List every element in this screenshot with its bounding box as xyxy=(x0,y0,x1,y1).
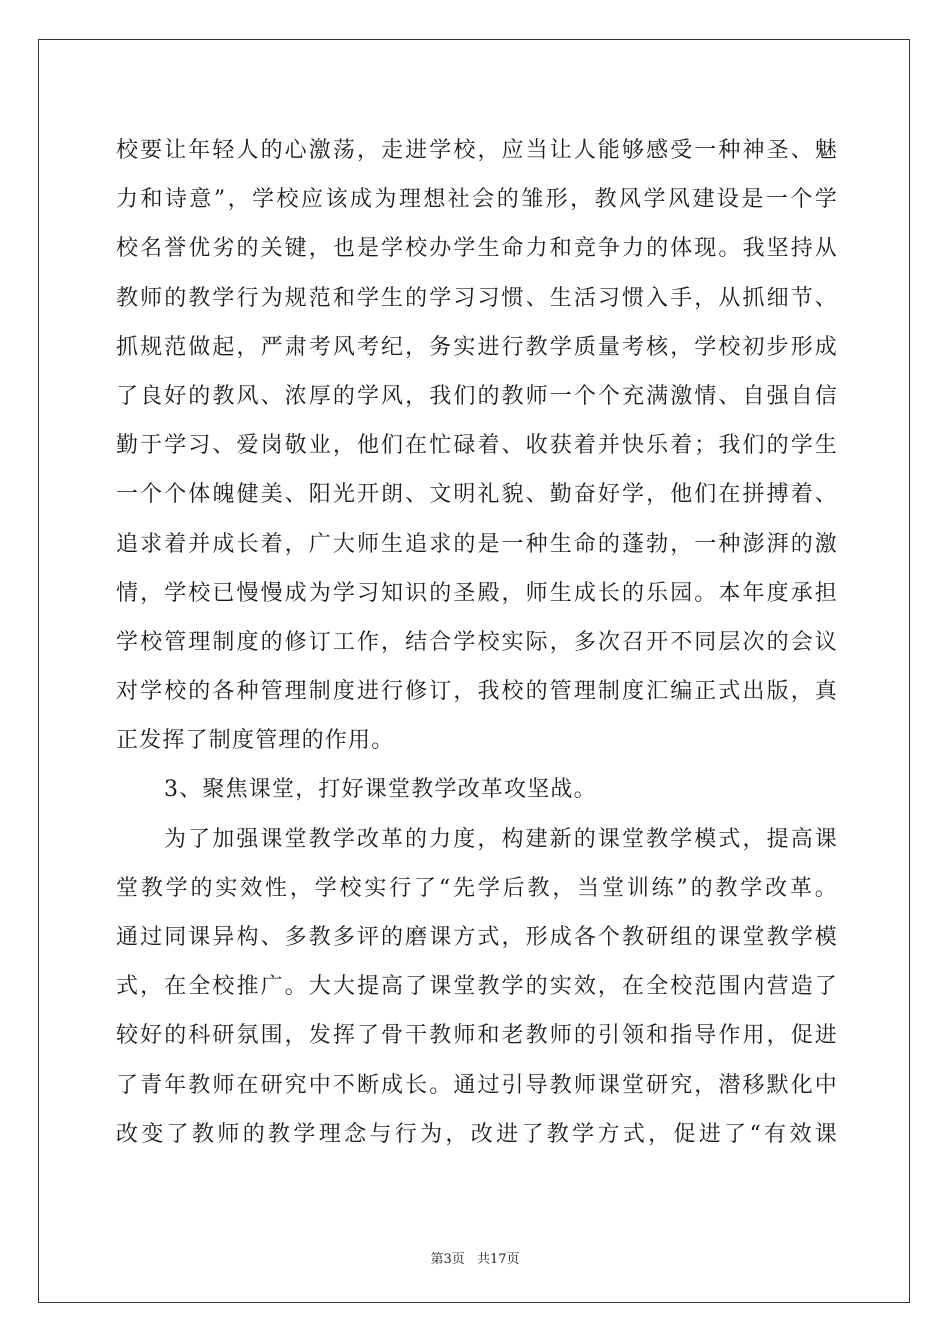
text-line: 抓规范做起，严肃考风考纪，务实进行教学质量考核，学校初步形成 xyxy=(116,334,838,360)
text-line: 教师的教学行为规范和学生的学习习惯、生活习惯入手，从抓细节、 xyxy=(116,285,838,311)
text-line: 一个个体魄健美、阳光开朗、文明礼貌、勤奋好学，他们在拼搏着、 xyxy=(116,482,838,508)
text-line: 较好的科研氛围，发挥了骨干教师和老教师的引领和指导作用，促进 xyxy=(116,1023,838,1049)
text-line: 校名誉优劣的关键，也是学校办学生命力和竞争力的体现。我坚持从 xyxy=(116,236,838,262)
text-line: 勤于学习、爱岗敬业，他们在忙碌着、收获着并快乐着；我们的学生 xyxy=(116,433,838,459)
text-line: 追求着并成长着，广大师生追求的是一种生命的蓬勃，一种澎湃的激 xyxy=(116,531,838,557)
text-line: 式，在全校推广。大大提高了课堂教学的实效，在全校范围内营造了 xyxy=(116,974,838,1000)
text-line: 3、聚焦课堂，打好课堂教学改革攻坚战。 xyxy=(164,777,597,803)
text-line: 为了加强课堂教学改革的力度，构建新的课堂教学模式，提高课 xyxy=(164,826,838,852)
text-line: 了青年教师在研究中不断成长。通过引导教师课堂研究，潜移默化中 xyxy=(116,1072,838,1098)
text-line: 改变了教师的教学理念与行为，改进了教学方式，促进了“有效课 xyxy=(116,1121,838,1147)
text-line: 对学校的各种管理制度进行修订，我校的管理制度汇编正式出版，真 xyxy=(116,679,838,705)
page-number: 第3页 xyxy=(430,1252,465,1267)
document-body xyxy=(116,126,838,1159)
text-line: 正发挥了制度管理的作用。 xyxy=(116,728,395,754)
page-footer xyxy=(0,1248,950,1267)
text-line: 校要让年轻人的心激荡，走进学校，应当让人能够感受一种神圣、魅 xyxy=(116,138,838,163)
text-line: 情，学校已慢慢成为学习知识的圣殿，师生成长的乐园。本年度承担 xyxy=(116,580,838,606)
text-line: 了良好的教风、浓厚的学风，我们的教师一个个充满激情、自强自信 xyxy=(116,383,838,409)
text-line: 力和诗意”，学校应该成为理想社会的雏形，教风学风建设是一个学 xyxy=(116,187,838,213)
text-line: 通过同课异构、多教多评的磨课方式，形成各个教研组的课堂教学模 xyxy=(116,925,838,950)
text-line: 学校管理制度的修订工作，结合学校实际，多次召开不同层次的会议 xyxy=(116,629,838,655)
page-total: 共17页 xyxy=(476,1252,520,1267)
text-line: 堂教学的实效性，学校实行了“先学后教，当堂训练”的教学改革。 xyxy=(116,875,838,901)
